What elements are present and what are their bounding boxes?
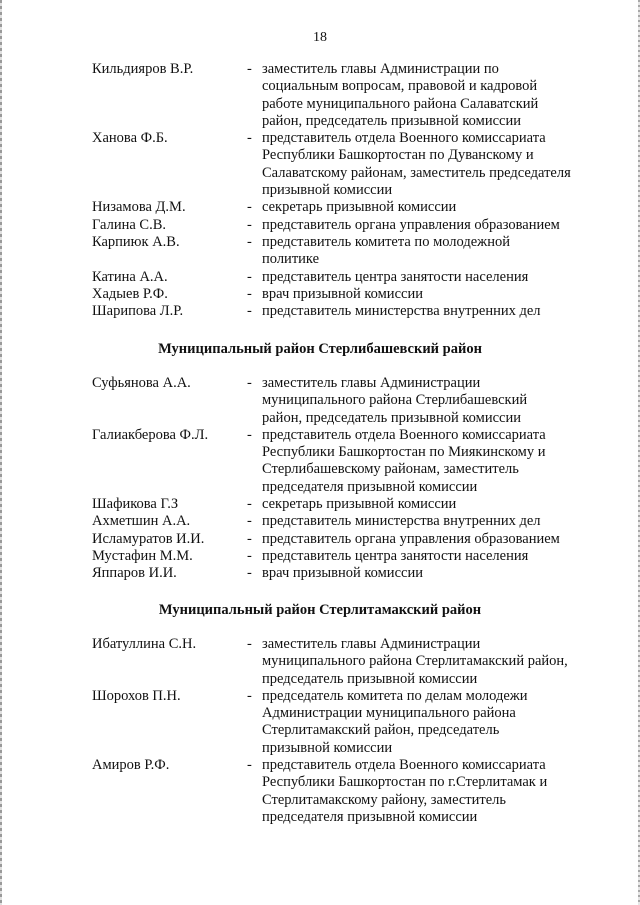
member-name: Суфьянова А.А. <box>92 375 191 391</box>
member-row <box>0 61 640 130</box>
dash-mark: - <box>247 757 252 774</box>
member-role: представитель министерства внутренних дел <box>262 513 541 530</box>
member-row <box>0 269 640 286</box>
member-role: представитель органа управления образованием <box>262 216 560 233</box>
member-row <box>0 688 640 757</box>
member-role: представитель центра занятости населения <box>262 547 529 564</box>
member-row <box>0 636 640 688</box>
member-row <box>0 496 640 513</box>
dash-mark: - <box>247 496 252 513</box>
section-salavat <box>0 61 640 320</box>
dash-mark: - <box>247 426 252 443</box>
member-row <box>0 234 640 269</box>
member-row <box>0 427 640 496</box>
member-name: Галина С.В. <box>92 216 166 233</box>
member-role: представитель отдела Военного комиссариата Республики Башкортостан по г.Стерлитамак и Стерлитамакскому району, заместитель председателя призывной комиссии <box>262 757 548 825</box>
dash-mark: - <box>247 303 252 320</box>
dash-mark: - <box>247 216 252 233</box>
page-number: 18 <box>313 30 327 45</box>
member-role: врач призывной комиссии <box>262 565 423 582</box>
dash-mark: - <box>247 130 252 147</box>
member-name: Катина А.А. <box>92 268 168 285</box>
section-sterlitamak <box>0 636 640 826</box>
member-role: врач призывной комиссии <box>262 285 423 302</box>
member-name: Шарипова Л.Р. <box>92 303 184 320</box>
member-name: Мустафин М.М. <box>92 547 193 564</box>
member-name: Амиров Р.Ф. <box>92 757 170 774</box>
dash-mark: - <box>247 547 252 564</box>
member-name: Ханова Ф.Б. <box>92 130 168 147</box>
member-row <box>0 286 640 303</box>
member-role: секретарь призывной комиссии <box>262 199 457 216</box>
member-row <box>0 513 640 530</box>
member-role: заместитель главы Администрации муниципального района Стерлитамакский район, председатель призывной комиссии <box>262 636 568 687</box>
member-role: представитель отдела Военного комиссариата Республики Башкортостан по Миякинскому и Стерлибашевскому районам, заместитель председателя призывной комиссии <box>262 426 546 495</box>
member-role: представитель отдела Военного комиссариата Республики Башкортостан по Дуванскому и Салаватскому районам, заместитель председателя призывной комиссии <box>262 130 571 199</box>
member-row <box>0 531 640 548</box>
member-name: Ибатуллина С.Н. <box>92 636 197 652</box>
dash-mark: - <box>247 375 252 391</box>
member-row <box>0 375 640 427</box>
member-role: представитель органа управления образованием <box>262 530 560 547</box>
member-row <box>0 217 640 234</box>
dash-mark: - <box>247 687 252 704</box>
member-role: заместитель главы Администрации по социальным вопросам, правовой и кадровой работе муниципального района Салаватский район, председатель призывной комиссии <box>262 61 539 129</box>
member-name: Ахметшин А.А. <box>92 513 191 530</box>
dash-mark: - <box>247 61 252 77</box>
member-name: Шорохов П.Н. <box>92 687 181 704</box>
dash-mark: - <box>247 636 252 652</box>
member-name: Исламуратов И.И. <box>92 530 205 547</box>
member-row <box>0 548 640 565</box>
dash-mark: - <box>247 530 252 547</box>
member-row <box>0 303 640 320</box>
dash-mark: - <box>247 199 252 216</box>
dash-mark: - <box>247 513 252 530</box>
dash-mark: - <box>247 285 252 302</box>
dash-mark: - <box>247 233 252 250</box>
member-role: представитель комитета по молодежной политике <box>262 233 510 268</box>
member-row <box>0 757 640 826</box>
dash-mark: - <box>247 268 252 285</box>
member-role: заместитель главы Администрации муниципального района Стерлибашевский район, председатель призывной комиссии <box>262 375 528 426</box>
member-name: Шафикова Г.З <box>92 496 179 513</box>
member-name: Низамова Д.М. <box>92 199 186 216</box>
member-role: представитель министерства внутренних дел <box>262 303 541 320</box>
dash-mark: - <box>247 565 252 582</box>
member-name: Хадыев Р.Ф. <box>92 285 168 302</box>
member-row <box>0 565 640 582</box>
section-heading-sterlibash: Муниципальный район Стерлибашевский район <box>158 341 482 357</box>
member-role: председатель комитета по делам молодежи Администрации муниципального района Стерлитамакский район, председатель призывной комиссии <box>262 687 528 756</box>
member-role: представитель центра занятости населения <box>262 268 529 285</box>
section-heading-sterlitamak: Муниципальный район Стерлитамакский район <box>158 602 482 618</box>
member-row <box>0 130 640 199</box>
section-sterlibash <box>0 375 640 583</box>
member-role: секретарь призывной комиссии <box>262 496 457 513</box>
member-name: Яппаров И.И. <box>92 565 177 582</box>
member-name: Галиакберова Ф.Л. <box>92 426 209 443</box>
member-row <box>0 199 640 216</box>
member-name: Карпиюк А.В. <box>92 233 180 250</box>
member-name: Кильдияров В.Р. <box>92 61 194 77</box>
